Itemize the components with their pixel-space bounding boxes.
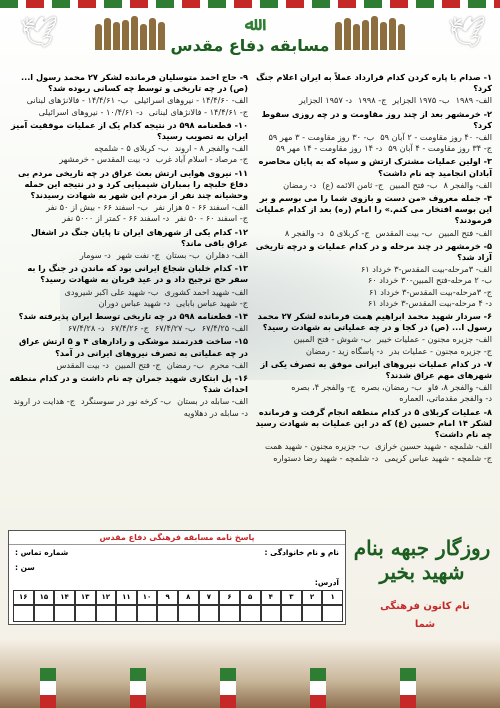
- option: ب- ۱۴/۴/۶۱ - فالانژهای لبنانی: [26, 95, 129, 106]
- option: الف- ۳مرحله-بیت المقدس-۳ خرداد ۶۱: [360, 264, 492, 275]
- answer-cell[interactable]: [157, 605, 178, 622]
- option: د- بیت المقدس: [56, 359, 109, 370]
- question-text: ۱۳- کدام خلبان شجاع ایرانی بود که ماندن در جنگ را به سفر حج ترجیح داد و در عید قربان به شهادت رسید؟: [27, 263, 248, 285]
- dove-icon: 🕊: [19, 15, 58, 50]
- answer-cell[interactable]: [281, 605, 302, 622]
- header: [0, 8, 500, 68]
- option: الف- والفجر ۸: [443, 179, 492, 190]
- question-text: ۱۴- قطعنامه ۵۹۸ در چه تاریخی توسط ایران پذیرفته شد؟: [18, 311, 248, 322]
- answer-number: ۲: [302, 590, 323, 605]
- option: الف- فتح المبین: [438, 227, 492, 238]
- answer-cell[interactable]: [240, 605, 261, 622]
- form-row: [9, 575, 345, 590]
- option: الف- اسفند ۶۶ - ۵ هزار نفر: [153, 202, 248, 213]
- answer-cell[interactable]: [34, 605, 55, 622]
- answer-cell[interactable]: [75, 605, 96, 622]
- option: ب- بستان: [165, 250, 200, 261]
- option: الف- محرم: [209, 359, 248, 370]
- flag-icon: [310, 668, 326, 708]
- option: ج- مرصاد - اسلام آباد غرب: [155, 154, 248, 165]
- option: ج- ۱۹۹۸: [358, 95, 387, 106]
- option: ب- رمضان: [166, 359, 204, 370]
- answer-sheet: [8, 530, 346, 625]
- question-text: ۱۰- قطعنامه ۵۹۸ در نتیجه کدام یک از عملیات موفقیت آمیز ایران به تصویب رسید؟: [11, 119, 248, 142]
- option: ج- والفجر ۴، بصره: [291, 382, 356, 393]
- question-text: ۱۶- پل ابتکاری شهید جمران چه نام داشت و در کدام منطقه احداث شد؟: [9, 373, 248, 395]
- option: الف- والفجر ۸، فاو: [427, 382, 492, 393]
- question-options: [8, 360, 248, 371]
- question-text: ۳- اولین عملیات مشترک ارتش و سپاه که به پایان محاصره آبادان انجامید چه نام داشت؟: [258, 156, 492, 178]
- emblem-icon: ﷲ: [244, 14, 256, 35]
- answer-number: ۱۵: [34, 590, 55, 605]
- question-text: ۲- خرمشهر بعد از چند روز مقاومت و در چه روزی سقوط کرد؟: [261, 108, 492, 130]
- option: ب- اسفند ۶۶ - بیش از ۵۰ نفر: [46, 202, 148, 213]
- answer-cell[interactable]: [199, 605, 220, 622]
- option: د- ۱۰/۴/۶۱ - نیروهای اسرائیلی: [38, 106, 143, 117]
- form-row: [9, 545, 345, 560]
- option: د- والفجر ۸: [284, 227, 324, 238]
- flag-icon: [400, 668, 416, 708]
- option: ب- جزیره مجنون - شهید همت: [264, 441, 370, 452]
- question-text: ۶- سردار شهید محمد ابراهیم همت فرمانده لشکر ۲۷ محمد رسول ا... (ص) در کجا و در چه عملیاتی به شهادت رسید؟: [257, 311, 492, 333]
- option: ب- بیت المقدس: [375, 227, 433, 238]
- question-options: [8, 95, 248, 117]
- footer-image: [0, 640, 500, 708]
- answer-number: ۱۶: [13, 590, 34, 605]
- option: الف- ۶۷/۴/۲۵: [201, 323, 248, 334]
- option: الف- شهید احمد کشوری: [164, 286, 248, 297]
- question-text: ۱۵- ساخت قدرتمند موشکی و رادارهای ۴ و ۵ ارتش عراق در چه عملیاتی به تصرف نیروهای ایرانی در آمد؟: [18, 336, 248, 358]
- option: ب- ۳۰ روز مقاومت - ۳ مهر ۵۹: [268, 132, 375, 143]
- cultural-center-label: نام کانون فرهنگی شما: [380, 601, 470, 630]
- answer-number: ۸: [178, 590, 199, 605]
- option: د- بیت المقدس - خرمشهر: [59, 154, 150, 165]
- option: ج- جزیره مجنون - عملیات بدر: [389, 345, 492, 356]
- option: ج- نفت شهر: [116, 250, 160, 261]
- option: الف- ۱۹۸۹: [455, 95, 492, 106]
- option: د- ۱۴ روز مقاومت - ۱۴ مهر ۵۹: [276, 143, 383, 154]
- question-text: ۸- عملیات کربلای ۵ در کدام منطقه انجام گرفت و فرمانده لشکر ۱۴ امام حسین (ع) که در این عملیات به شهادت رسید چه نام داشت؟: [255, 406, 492, 440]
- option: ج- شهید عباس بابایی: [176, 297, 248, 308]
- answer-cell[interactable]: [54, 605, 75, 622]
- option: ج- هدایت در اروند: [13, 396, 75, 407]
- question-text: ۱۲- کدام یکی از شهرهای ایران تا پایان جنگ در اشغال عراق باقی ماند؟: [30, 226, 248, 248]
- answer-number: ۱۰: [137, 590, 158, 605]
- option: د- شلمچه - شهید رضا دستواره: [273, 452, 379, 463]
- age-field[interactable]: سن :: [15, 563, 35, 572]
- question-text: ۹- حاج احمد متوسلیان فرمانده لشکر ۲۷ محمد رسول ا... (ص) در چه تاریخی و توسط چه کسانی ربوده شد؟: [20, 72, 248, 94]
- question-text: ۵- خرمشهر در چند مرحله و در کدام عملیات و درچه تاریخی آزاد شد؟: [255, 240, 492, 263]
- option: د- شهید عباس دوران: [98, 297, 171, 308]
- option: الف- شلمچه - شهید حسین خرازی: [375, 441, 492, 452]
- option: ج- کربلای ۵: [329, 227, 370, 238]
- option: ج- ۳مرحله-بیت المقدس-۳ خرداد ۶۱: [368, 286, 492, 297]
- option: ج- شلمچه - شهید عباس کریمی: [384, 452, 492, 463]
- question-options: [8, 250, 248, 261]
- question-options: [252, 132, 492, 154]
- question-options: [252, 334, 492, 356]
- option: ج- ثامن الائمه (ع): [322, 179, 384, 190]
- flag-icon: [40, 668, 56, 708]
- option: د- ۱۹۵۷ الجزایر: [299, 95, 353, 106]
- address-field[interactable]: آدرس:: [314, 578, 339, 587]
- option: ب- کرخه نور در سوسنگرد: [80, 396, 172, 407]
- option: د- سابله در دهلاویه: [183, 407, 248, 418]
- answer-cell[interactable]: [116, 605, 137, 622]
- answer-cell[interactable]: [137, 605, 158, 622]
- page-title: مسابقه دفاع مقدس: [170, 36, 330, 55]
- answer-number: ۱۳: [75, 590, 96, 605]
- questions-area: [8, 72, 492, 520]
- question-text: ۴- جمله معروف «من دست و بازوی شما را می بوسم و بر این بوسه افتخار می کنم.» را امام (ره) بعد از کدام عملیات فرمودند؟: [255, 193, 492, 226]
- answer-number: ۷: [199, 590, 220, 605]
- option: ج- ۳۴ روز مقاومت - ۴ آبان ۵۹: [388, 143, 492, 154]
- question-options: [8, 202, 248, 224]
- answer-number: ۹: [157, 590, 178, 605]
- question-text: ۱- صدام با پاره کردن کدام قرارداد عملاً به ایران اعلام جنگ کرد؟: [256, 72, 492, 94]
- question-options: [8, 143, 248, 165]
- option: د- پاسگاه زید - رمضان: [305, 345, 384, 356]
- option: الف- سابله در بستان: [177, 396, 248, 407]
- option: د- ۴ مرحله-بیت المقدس-۳ خرداد ۶۱: [367, 297, 492, 308]
- option: ب- فتح المبین: [389, 179, 438, 190]
- answer-cell[interactable]: [13, 605, 34, 622]
- answer-number: ۱: [322, 590, 343, 605]
- question-options: [252, 441, 492, 463]
- answer-cell[interactable]: [96, 605, 117, 622]
- question-text: ۱۱- نیروی هوایی ارتش بعث عراق در چه تاریخی مردم بی دفاع حلبچه را بمباران شیمیایی کرد و در نتیجه این حمله وحشیانه چند نفر از مردم این شهر به شهادت رسیدند؟: [18, 167, 248, 201]
- option: ب- ۱۹۷۵ الجزایر: [392, 95, 450, 106]
- form-row: [9, 560, 345, 575]
- option: ب- رمضان، بصره: [361, 382, 422, 393]
- answer-cell[interactable]: [219, 605, 240, 622]
- dove-icon: 🕊: [447, 15, 486, 50]
- answer-number: ۴: [261, 590, 282, 605]
- option: ب- شوش - فتح المبین: [293, 334, 372, 345]
- question-options: [8, 323, 248, 334]
- answer-cell[interactable]: [261, 605, 282, 622]
- brand-logo: روزگار جبهه بنام شهید بخیر: [353, 536, 491, 584]
- answer-number: ۶: [219, 590, 240, 605]
- answer-number: ۱۴: [54, 590, 75, 605]
- option: د- رمضان: [283, 179, 317, 190]
- left-column: [8, 72, 248, 421]
- option: ج- فتح المبین: [114, 359, 161, 370]
- option: ج- ۶۷/۴/۲۶: [110, 323, 149, 334]
- answer-sheet-title: پاسخ نامه مسابقه فرهنگی دفاع مقدس: [9, 531, 345, 545]
- right-column: [252, 72, 492, 466]
- option: د- والفجر مقدماتی، العماره: [399, 393, 492, 404]
- option: الف- جزیره مجنون - عملیات خیبر: [377, 334, 492, 345]
- question-options: [252, 264, 492, 309]
- option: ج- ۱۴/۴/۶۱ - فالانژهای لبنانی: [148, 106, 248, 117]
- question-options: [252, 95, 492, 106]
- option: الف- ۴۰ روز مقاومت - ۲ آبان ۵۹: [380, 132, 492, 143]
- option: ب- ۲ مرحله-فتح المبین-۳۰ خرداد ۶۰: [367, 275, 492, 286]
- answer-cell[interactable]: [302, 605, 323, 622]
- option: الف- والفجر ۸ - اروند: [174, 143, 248, 154]
- question-options: [252, 382, 492, 404]
- option: د- اسفند ۶۶ - کمتر از ۵۰۰۰ نفر: [62, 213, 170, 224]
- answer-number: ۵: [240, 590, 261, 605]
- phone-field[interactable]: شماره تماس :: [15, 548, 69, 557]
- option: الف- ۱۴/۴/۶۰ - نیروهای اسرائیلی: [134, 95, 248, 106]
- option: د- سومار: [79, 250, 111, 261]
- answer-grid: [13, 590, 343, 622]
- question-options: [8, 396, 248, 418]
- flag-icon: [220, 668, 236, 708]
- answer-cell[interactable]: [178, 605, 199, 622]
- answer-number: ۱۱: [116, 590, 137, 605]
- option: ج- اسفند ۶۰ - ۵۰ نفر: [175, 213, 248, 224]
- option: ب- ۶۷/۴/۲۷: [154, 323, 196, 334]
- option: ب- شهید علی اکبر شیرودی: [64, 286, 159, 297]
- option: د- ۶۷/۴/۲۸: [67, 323, 105, 334]
- question-options: [252, 228, 492, 239]
- question-text: ۷- در کدام عملیات نیروهای ایرانی موفق به تصرف یکی از شهرهای مهم عراق شدند؟: [260, 358, 492, 381]
- name-field[interactable]: نام و نام خانوادگی :: [264, 548, 339, 557]
- answer-number: ۱۲: [96, 590, 117, 605]
- question-options: [8, 287, 248, 309]
- option: ب- کربلای ۵ - شلمچه: [94, 143, 169, 154]
- question-options: [252, 180, 492, 191]
- answer-number: ۳: [281, 590, 302, 605]
- answer-cell[interactable]: [322, 605, 343, 622]
- top-border: [0, 0, 500, 8]
- flag-icon: [130, 668, 146, 708]
- option: الف- دهلران: [205, 250, 248, 261]
